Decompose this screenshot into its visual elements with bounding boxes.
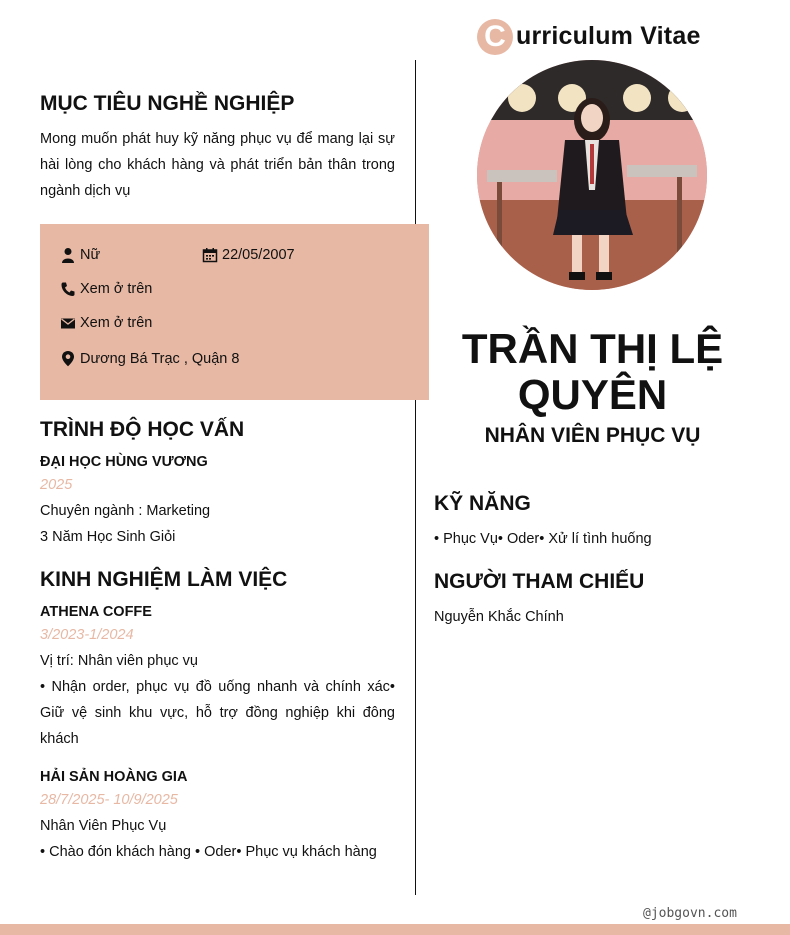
job-position: Vị trí: Nhân viên phục vụ (40, 653, 198, 669)
job-description: • Chào đón khách hàng • Oder• Phục vụ khách hàng (40, 844, 377, 860)
skills-text: • Phục Vụ• Oder• Xử lí tình huống (434, 531, 652, 547)
education-school: ĐẠI HỌC HÙNG VƯƠNG (40, 454, 208, 470)
gender-value: Nữ (80, 247, 101, 263)
education-title: TRÌNH ĐỘ HỌC VẤN (40, 418, 245, 441)
experience-title: KINH NGHIỆM LÀM VIỆC (40, 568, 288, 591)
email-icon (60, 315, 76, 331)
phone-icon (60, 281, 76, 297)
address-row (60, 349, 239, 368)
job-company: HẢI SẢN HOÀNG GIA (40, 769, 188, 785)
candidate-name: TRẦN THỊ LỆ QUYÊN (461, 325, 724, 418)
gender-row (60, 247, 100, 263)
column-divider (415, 60, 416, 895)
career-objective-text: Mong muốn phát huy kỹ năng phục vụ để mang lại sự hài lòng cho khách hàng và phát triển bản thân trong ngành dịch vụ (40, 131, 395, 199)
job-description: • Nhận order, phục vụ đồ uống nhanh và chính xác• Giữ vệ sinh khu vực, hỗ trợ đồng nghiệp khi đông khách (40, 679, 395, 747)
reference-title: NGƯỜI THAM CHIẾU (434, 570, 645, 593)
logo-text: urriculum Vitae (516, 22, 701, 50)
logo-letter: C (477, 19, 513, 55)
job-period: 28/7/2025- 10/9/2025 (40, 792, 178, 808)
person-icon (60, 247, 76, 263)
bottom-bar (0, 924, 790, 935)
email-row (60, 315, 152, 331)
email-value: Xem ở trên (80, 315, 153, 331)
job-company: ATHENA COFFE (40, 604, 152, 620)
education-major: Chuyên ngành : Marketing (40, 503, 211, 519)
birthday-value: 22/05/2007 (222, 247, 295, 263)
contact-box (40, 224, 429, 400)
education-year: 2025 (40, 477, 73, 493)
location-pin-icon (60, 349, 76, 368)
calendar-icon (202, 247, 218, 263)
cv-logo (476, 16, 716, 60)
education-achievement: 3 Năm Học Sinh Giỏi (40, 529, 176, 545)
phone-value: Xem ở trên (80, 281, 153, 297)
job-period: 3/2023-1/2024 (40, 627, 134, 643)
phone-row (60, 281, 152, 297)
reference-name: Nguyễn Khắc Chính (434, 609, 564, 625)
job-position: Nhân Viên Phục Vụ (40, 818, 167, 834)
profile-photo (477, 60, 707, 290)
skills-title: KỸ NĂNG (434, 492, 531, 515)
candidate-job-title: NHÂN VIÊN PHỤC VỤ (484, 424, 701, 447)
address-value: Dương Bá Trạc , Quận 8 (80, 350, 240, 367)
career-objective-title: MỤC TIÊU NGHỀ NGHIỆP (40, 92, 295, 115)
watermark: @jobgovn.com (643, 906, 737, 921)
birthday-row (202, 247, 295, 263)
